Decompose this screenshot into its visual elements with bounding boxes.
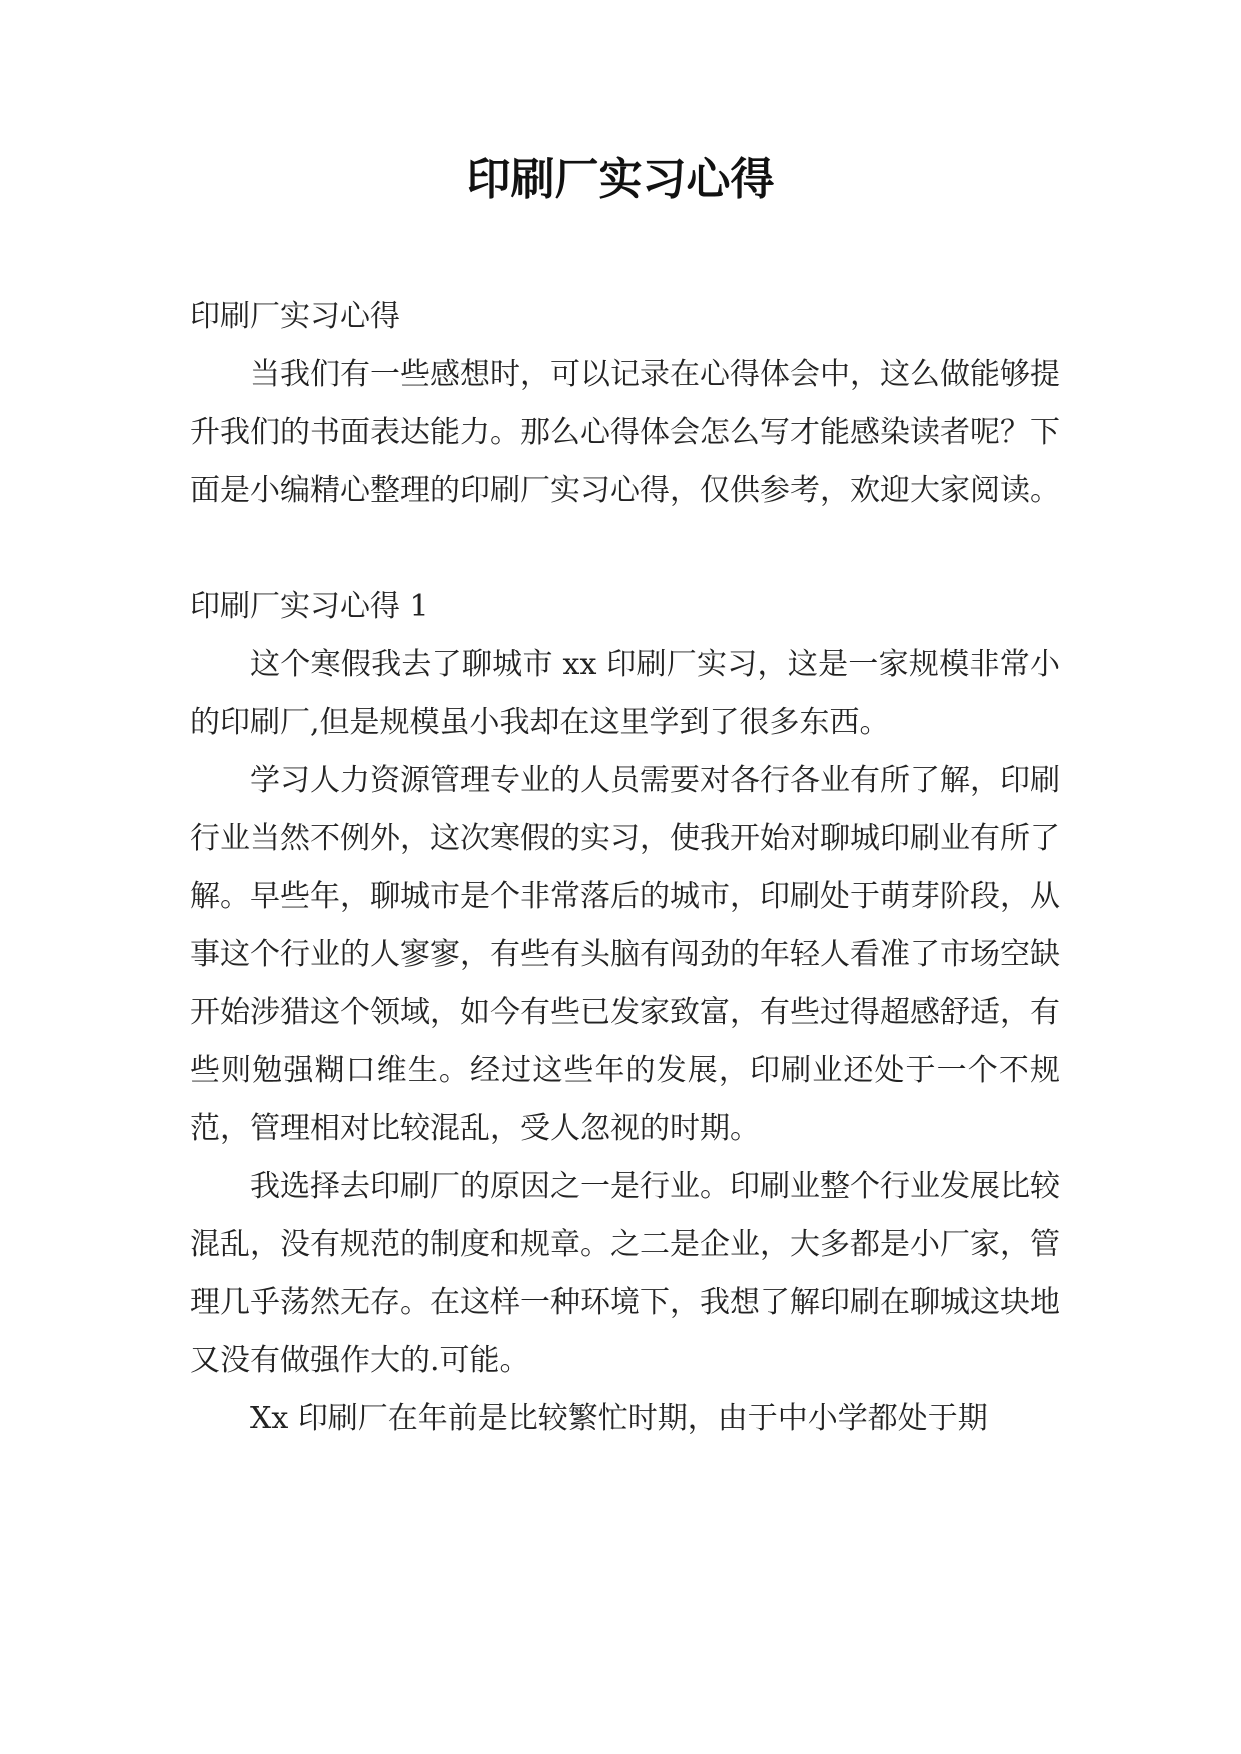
document-subtitle: 印刷厂实习心得	[190, 299, 400, 334]
section-heading: 印刷厂实习心得 1	[190, 589, 429, 624]
body-paragraph-3: 我选择去印刷厂的原因之一是行业。印刷业整个行业发展比较混乱，没有规范的制度和规章。之二是企业，大多都是小厂家，管理几乎荡然无存。在这样一种环境下，我想了解印刷在聊城这块地又没有做强作大的.可能。	[190, 1169, 1060, 1378]
intro-paragraph: 当我们有一些感想时，可以记录在心得体会中，这么做能够提升我们的书面表达能力。那么心得体会怎么写才能感染读者呢？下面是小编精心整理的印刷厂实习心得，仅供参考，欢迎大家阅读。	[190, 357, 1060, 508]
body-paragraph-1: 这个寒假我去了聊城市 xx 印刷厂实习，这是一家规模非常小的印刷厂,但是规模虽小我却在这里学到了很多东西。	[190, 647, 1060, 740]
document-title: 印刷厂实习心得	[466, 154, 775, 205]
body-paragraph-2: 学习人力资源管理专业的人员需要对各行各业有所了解，印刷行业当然不例外，这次寒假的实习，使我开始对聊城印刷业有所了解。早些年，聊城市是个非常落后的城市，印刷处于萌芽阶段，从事这个行业的人寥寥，有些有头脑有闯劲的年轻人看准了市场空缺开始涉猎这个领域，如今有些已发家致富，有些过得超感舒适，有些则勉强糊口维生。经过这些年的发展，印刷业还处于一个不规范，管理相对比较混乱，受人忽视的时期。	[190, 763, 1060, 1146]
body-paragraph-4: Xx 印刷厂在年前是比较繁忙时期，由于中小学都处于期	[250, 1401, 988, 1436]
document-body	[190, 288, 1060, 1448]
